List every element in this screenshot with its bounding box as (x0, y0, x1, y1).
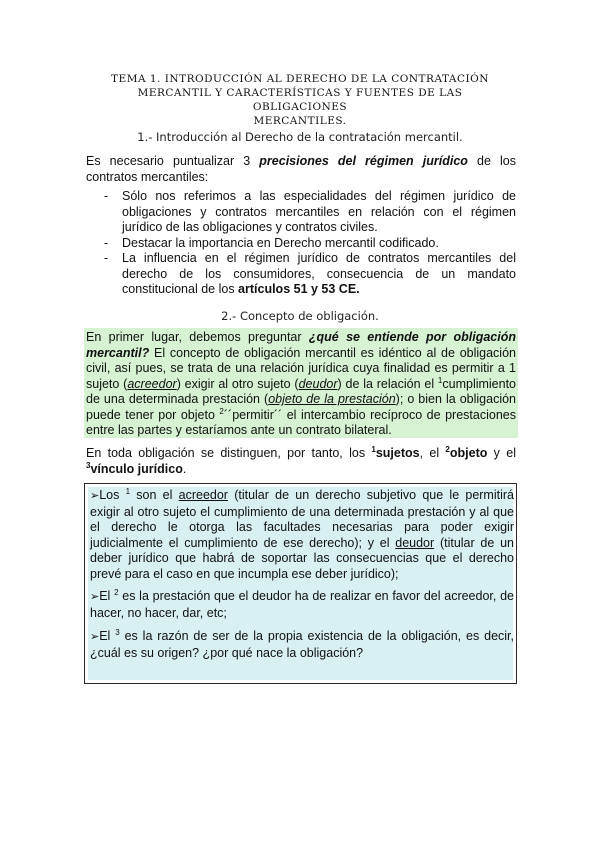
intro-paragraph (86, 154, 516, 185)
box-item-vinculo (90, 629, 514, 661)
box-text: El (99, 629, 116, 643)
box-text: (titular de un deber jurídico que habrá de soportar las consecuencias que el derecho prevé para el caso en que incumpla ese deber jurídico); (90, 535, 514, 581)
section-2-heading: 2.- Concepto de obligación. (221, 309, 379, 323)
box-text: son el (130, 488, 179, 502)
dash-bullet: - (104, 189, 109, 203)
bullet-3-text: La influencia en el régimen jurídico de contratos mercantiles del derecho de los consumidores, consecuencia de un mandato constitucional de los (122, 251, 516, 296)
box-item-objeto (90, 589, 514, 621)
superscript-marker: 3 (86, 460, 91, 470)
term-deudor: deudor (395, 535, 435, 550)
intro-post: de los contratos mercantiles: (86, 154, 516, 184)
elements-paragraph (86, 446, 516, 477)
definition-text: ) exigir al otro sujeto ( (176, 376, 299, 391)
elements-text: , el (419, 446, 446, 460)
term-deudor: deudor (298, 376, 338, 391)
elements-text: . (182, 461, 187, 476)
arrow-bullet-icon: ➢ (90, 591, 100, 603)
box-text: El (99, 589, 115, 603)
dash-bullet: - (104, 235, 109, 250)
bullet-2-text: Destacar la importancia en Derecho mercantil codificado. (122, 235, 439, 250)
term-acreedor: acreedor (178, 488, 228, 502)
superscript-marker: 1 (125, 486, 131, 496)
arrow-bullet-icon: ➢ (90, 631, 100, 643)
term-vinculo: vínculo jurídico (90, 461, 183, 476)
list-item (104, 251, 516, 298)
superscript-marker: 2 (114, 587, 119, 597)
elements-text: y el (487, 446, 516, 460)
superscript-marker: 2 (445, 444, 450, 454)
list-item (104, 236, 516, 252)
dash-bullet: - (104, 251, 109, 265)
definition-text: ´´permitir´´ el intercambio recíproco de prestaciones entre las partes y estaríamos ante un contrato bilateral. (86, 407, 516, 437)
obligation-definition-paragraph (86, 330, 516, 439)
superscript-marker: 1 (437, 375, 443, 385)
title-line-3: MERCANTILES. (253, 115, 347, 127)
definition-text: ) de la relación el (337, 376, 438, 391)
document-title (95, 72, 505, 128)
precisions-list (104, 189, 516, 298)
section-1-heading: 1.- Introducción al Derecho de la contratación mercantil. (137, 130, 463, 144)
definition-text: El concepto de obligación mercantil es idéntico al de obligación civil, así pues, se trata de una relación jurídica cuya finalidad es permitir a 1 sujeto ( (86, 345, 516, 391)
bullet-3-articles: artículos 51 y 53 CE. (238, 282, 360, 296)
box-text: (titular de un derecho subjetivo que le permitirá exigir al otro sujeto el cumplimiento de una determinada prestación y al que el derecho le otorga las facultades necesarias para poder exigir judicialmente el cumplimiento de ese derecho); y el (90, 488, 514, 550)
list-item (104, 189, 516, 236)
intro-emphasis: precisiones del régimen jurídico (259, 154, 468, 168)
superscript-marker: 3 (115, 627, 120, 637)
definition-text: En primer lugar, debemos preguntar (86, 330, 309, 344)
term-sujetos: sujetos (375, 446, 420, 460)
box-item-sujetos (90, 488, 514, 582)
term-objeto: objeto (449, 446, 488, 460)
definition-text: cumplimiento de una determinada prestación ( (86, 376, 517, 406)
box-text: es la prestación que el deudor ha de realizar en favor del acreedor, de hacer, no hacer, dar, etc; (90, 589, 514, 620)
definition-text: ); o bien la obligación puede tener por objeto (86, 392, 517, 422)
intro-pre: Es necesario puntualizar 3 (86, 154, 260, 168)
bullet-1-text: Sólo nos referimos a las especialidades del régimen jurídico de obligaciones y contratos mercantiles en relación con el régimen jurídico de las obligaciones y contratos civiles. (122, 189, 516, 234)
superscript-marker: 2 (219, 406, 224, 416)
box-text: es la razón de ser de la propia existencia de la obligación, es decir, ¿cuál es su origen? ¿por qué nace la obligación? (90, 629, 515, 660)
elements-text: En toda obligación se distinguen, por tanto, los (86, 446, 372, 460)
definition-question: ¿qué se entiende por obligación mercantil? (86, 330, 516, 360)
superscript-marker: 1 (371, 444, 376, 454)
box-text: Los (99, 488, 126, 502)
title-line-1: TEMA 1. INTRODUCCIÓN AL DERECHO DE LA CONTRATACIÓN (111, 73, 489, 85)
term-objeto: objeto de la prestación (268, 392, 396, 406)
term-acreedor: acreedor (127, 376, 177, 391)
arrow-bullet-icon: ➢ (90, 490, 100, 502)
title-line-2: MERCANTIL Y CARACTERÍSTICAS Y FUENTES DE LAS OBLIGACIONES (137, 87, 463, 113)
